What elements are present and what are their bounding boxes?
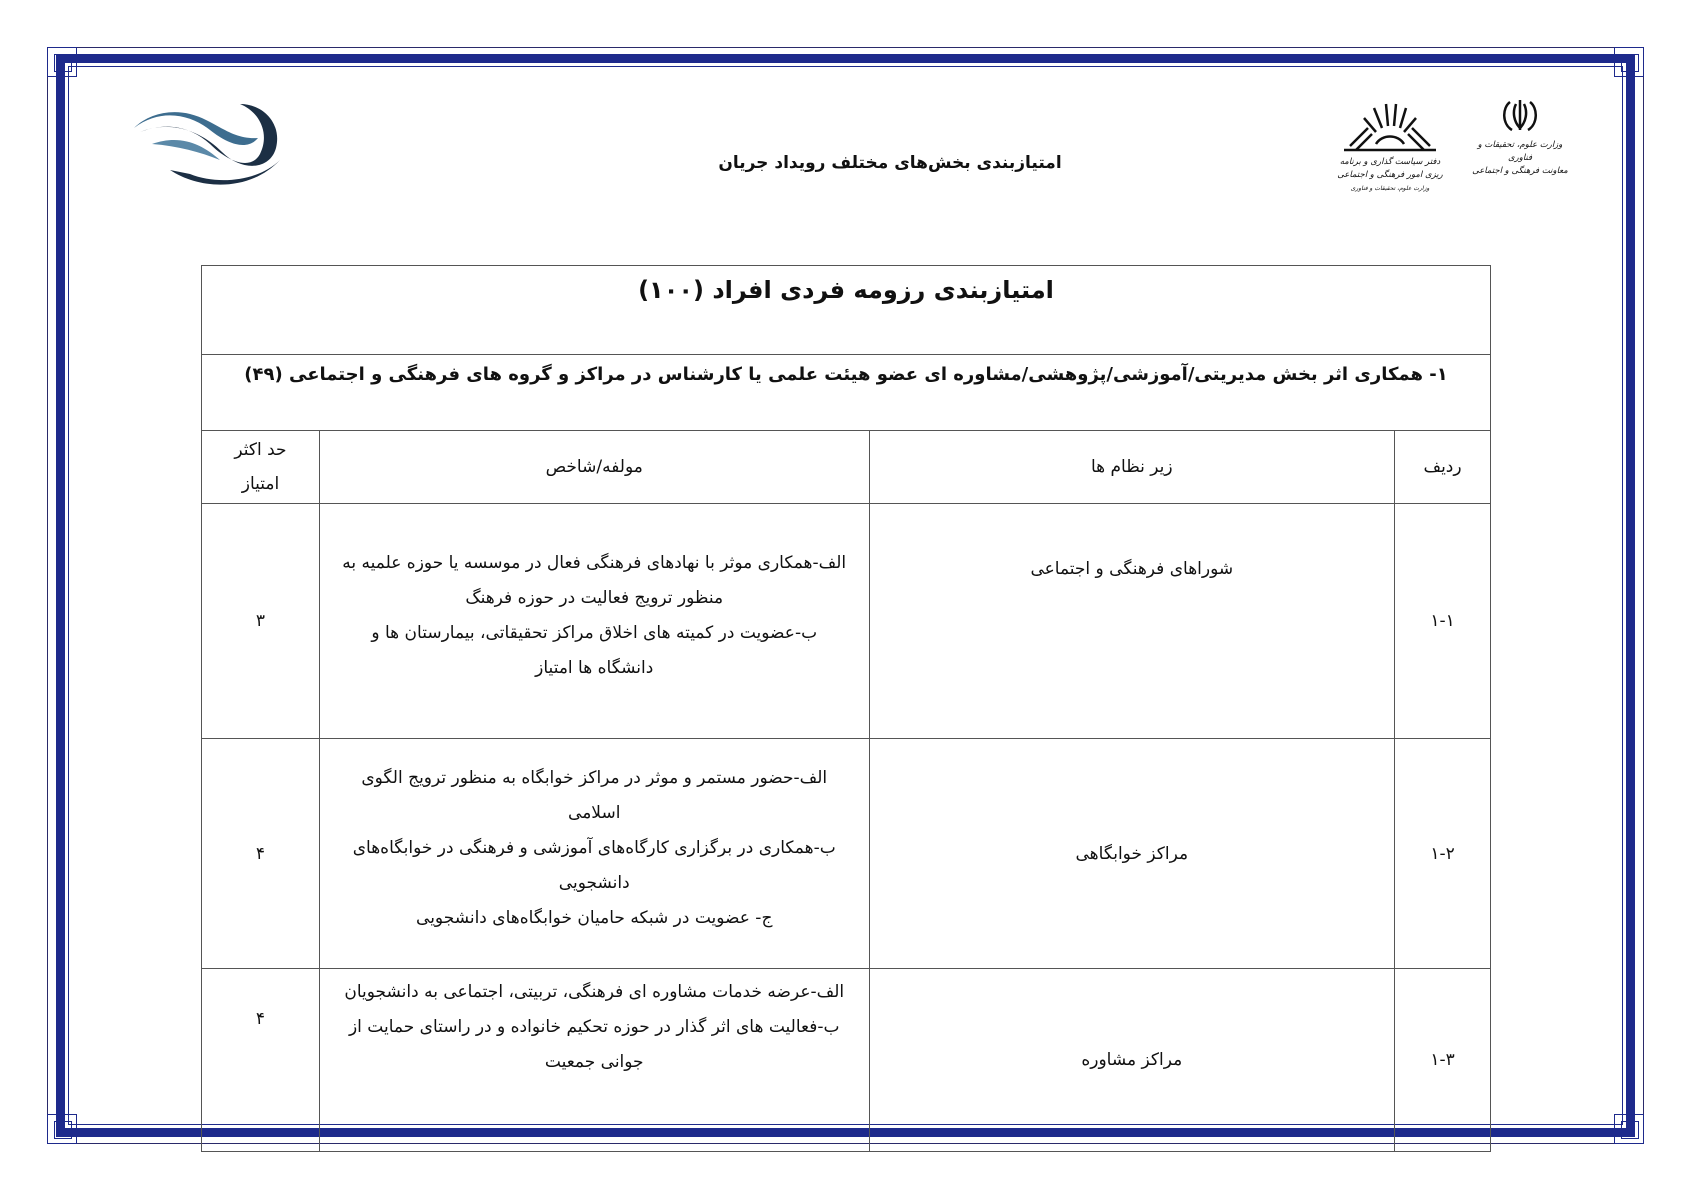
- col-header-max-score-line: حد اکثر: [234, 440, 287, 460]
- table-row: [202, 739, 1491, 969]
- council-logo: [1337, 98, 1443, 192]
- council-logo-caption-line: وزارت علوم، تحقیقات و فناوری: [1350, 185, 1430, 192]
- indicator-cell: [319, 969, 869, 1152]
- event-wave-logo: [130, 100, 290, 196]
- table-row: [202, 969, 1491, 1152]
- ministry-logo-caption-line: معاونت فرهنگی و اجتماعی: [1472, 166, 1568, 176]
- indicator-cell: [319, 504, 869, 739]
- indicator-line: ب-عضویت در کمیته های اخلاق مراکز تحقیقاتی، بیمارستان ها و: [371, 623, 818, 643]
- table-header-row: [202, 431, 1491, 504]
- frame-corner-ornament: [47, 47, 77, 77]
- indicator-line: دانشجویی: [558, 873, 630, 893]
- table-row: [202, 504, 1491, 739]
- subsystem-cell: مراکز مشاوره: [869, 969, 1395, 1152]
- indicator-line: الف-عرضه خدمات مشاوره ای فرهنگی، تربیتی، اجتماعی به دانشجویان: [344, 982, 845, 1002]
- indicator-cell: [319, 739, 869, 969]
- indicator-line: جوانی جمعیت: [544, 1052, 644, 1072]
- frame-corner-ornament: [1614, 1114, 1644, 1144]
- indicator-line: ج- عضویت در شبکه حامیان خوابگاه‌های دانشجویی: [416, 908, 773, 928]
- indicator-line: ب-فعالیت های اثر گذار در حوزه تحکیم خانواده و در راستای حمایت از: [348, 1017, 840, 1037]
- ministry-emblem-logo: [1472, 96, 1568, 176]
- resume-scoring-table: [201, 265, 1491, 1152]
- indicator-line: الف-همکاری موثر با نهادهای فرهنگی فعال در موسسه یا حوزه علمیه به: [342, 553, 847, 573]
- row-number-cell: ۱-۱: [1395, 504, 1491, 739]
- frame-corner-ornament: [1614, 47, 1644, 77]
- frame-corner-ornament: [47, 1114, 77, 1144]
- col-header-max-score-line: امتیاز: [241, 474, 280, 494]
- subsystem-cell: مراکز خوابگاهی: [869, 739, 1395, 969]
- table-title: امتیازبندی رزومه فردی افراد (۱۰۰): [202, 266, 1491, 355]
- max-score-cell: ۴: [202, 969, 320, 1152]
- col-header-row-no: ردیف: [1395, 431, 1491, 504]
- col-header-subsystems: زیر نظام ها: [869, 431, 1395, 504]
- row-number-cell: ۱-۳: [1395, 969, 1491, 1152]
- indicator-line: الف-حضور مستمر و موثر در مراکز خوابگاه به منظور ترویج الگوی: [361, 768, 828, 788]
- council-logo-caption-line: دفتر سیاست گذاری و برنامه ریزی امور فرهنگی و اجتماعی: [1337, 157, 1443, 180]
- page-header-title: امتیازبندی بخش‌های مختلف رویداد جریان: [718, 153, 1062, 173]
- max-score-cell: ۳: [202, 504, 320, 739]
- subsystem-cell: شوراهای فرهنگی و اجتماعی: [869, 504, 1395, 739]
- col-header-indicator: مولفه/شاخص: [319, 431, 869, 504]
- section-title: ۱- همکاری اثر بخش مدیریتی/آموزشی/پژوهشی/مشاوره ای عضو هیئت علمی یا کارشناس در مراکز و گروه های فرهنگی و اجتماعی (۴۹): [202, 355, 1491, 431]
- indicator-line: ب-همکاری در برگزاری کارگاه‌های آموزشی و فرهنگی در خوابگاه‌های: [352, 838, 836, 858]
- max-score-cell: ۴: [202, 739, 320, 969]
- ministry-logo-caption-line: وزارت علوم، تحقیقات و فناوری: [1477, 140, 1563, 163]
- col-header-max-score: [202, 431, 320, 504]
- row-number-cell: ۱-۲: [1395, 739, 1491, 969]
- indicator-line: دانشگاه ها امتیاز: [535, 658, 654, 678]
- indicator-line: منظور ترویج فعالیت در حوزه فرهنگ: [465, 588, 724, 608]
- indicator-line: اسلامی: [568, 803, 621, 823]
